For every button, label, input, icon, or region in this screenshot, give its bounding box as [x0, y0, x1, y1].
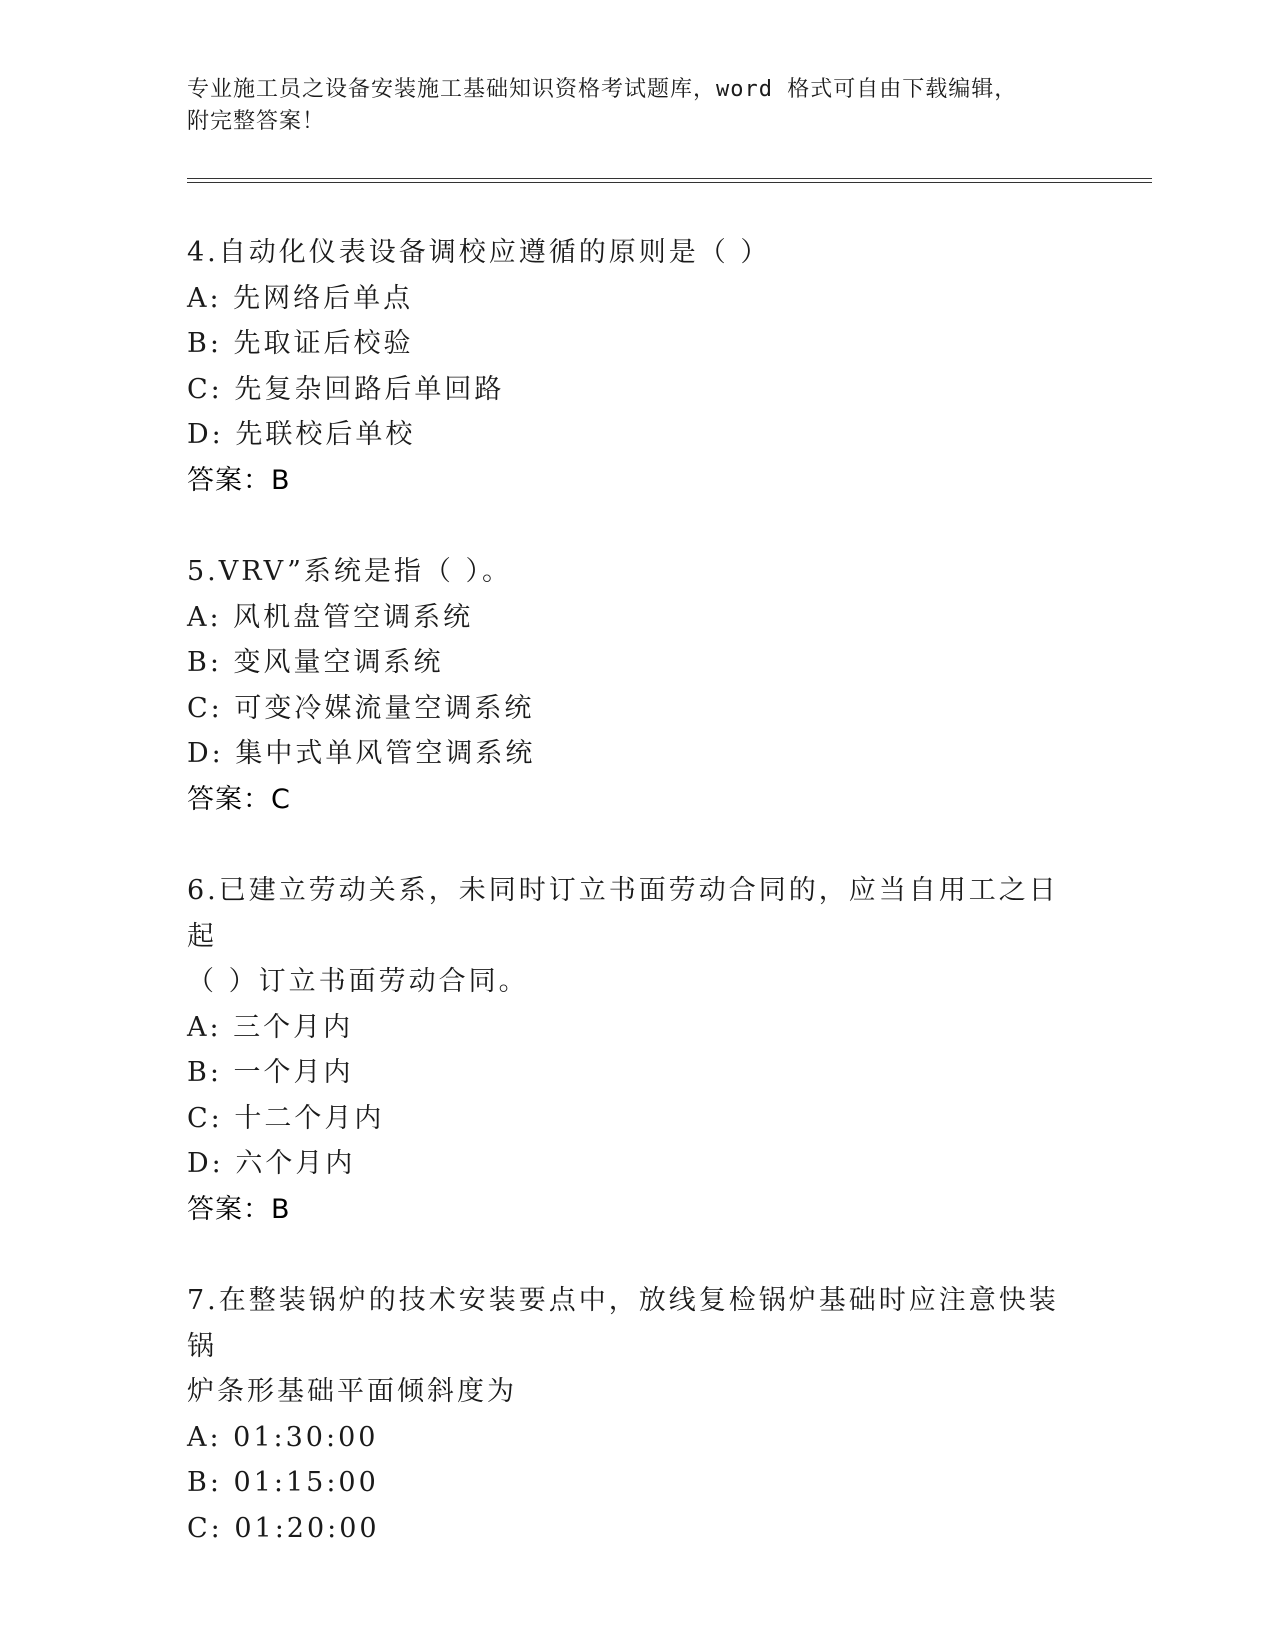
answer: 答案：B: [187, 464, 291, 496]
option-c: C: 01:20:00: [187, 1512, 380, 1544]
question-stem-continued: （ ）订立书面劳动合同。: [187, 966, 529, 997]
option-b: B: 变风量空调系统: [187, 647, 444, 678]
question-stem: 7.在整装锅炉的技术安装要点中，放线复检锅炉基础时应注意快装锅: [187, 1285, 1059, 1362]
option-d: D: 六个月内: [187, 1148, 356, 1179]
header-line-1: 专业施工员之设备安装施工基础知识资格考试题库，word 格式可自由下载编辑，: [187, 77, 1018, 102]
header-divider: [187, 178, 1152, 183]
option-d: D: 集中式单风管空调系统: [187, 738, 536, 769]
option-d: D: 先联校后单校: [187, 419, 416, 450]
question-stem: 4.自动化仪表设备调校应遵循的原则是（ ）: [187, 237, 771, 268]
option-c: C: 先复杂回路后单回路: [187, 373, 505, 405]
question-6: [187, 868, 1087, 1232]
option-c: C: 十二个月内: [187, 1102, 385, 1134]
question-5: [187, 549, 1087, 822]
option-b: B: 先取证后校验: [187, 328, 414, 359]
header-line-2: 附完整答案！: [187, 109, 326, 134]
option-b: B: 一个月内: [187, 1057, 354, 1088]
option-b: B: 01:15:00: [187, 1467, 379, 1498]
answer: 答案：C: [187, 783, 291, 815]
question-7: [187, 1278, 1087, 1551]
option-a: A: 01:30:00: [187, 1421, 379, 1453]
question-stem: 6.已建立劳动关系，未同时订立书面劳动合同的，应当自用工之日起: [187, 875, 1059, 952]
option-a: A: 风机盘管空调系统: [187, 601, 474, 633]
option-c: C: 可变冷媒流量空调系统: [187, 692, 535, 724]
question-stem-continued: 炉条形基础平面倾斜度为: [187, 1376, 517, 1407]
option-a: A: 三个月内: [187, 1011, 354, 1043]
answer: 答案：B: [187, 1193, 291, 1225]
document-header: [187, 74, 1087, 138]
question-list: [187, 230, 1087, 1597]
question-stem: 5.VRV”系统是指（ ）。: [187, 556, 512, 587]
question-4: [187, 230, 1087, 503]
option-a: A: 先网络后单点: [187, 282, 414, 314]
